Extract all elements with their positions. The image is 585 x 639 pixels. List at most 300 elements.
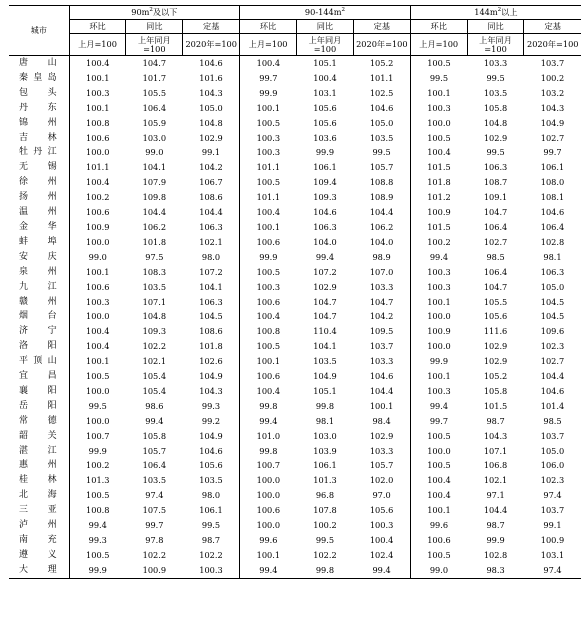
- index-value-cell: 104.7: [483, 281, 508, 292]
- index-value-cell: 100.0: [69, 384, 126, 399]
- city-name-cell: 韶关: [19, 430, 57, 441]
- city-name-cell: 金华: [19, 221, 57, 232]
- city-name-cell: 北海: [19, 490, 57, 501]
- index-value-cell: 105.6: [199, 460, 223, 471]
- index-value-cell: 99.5: [201, 520, 221, 531]
- index-value-cell: 104.9: [199, 430, 223, 441]
- index-value-cell: 104.7: [142, 58, 167, 68]
- index-value-cell: 99.5: [69, 399, 126, 414]
- index-value-cell: 108.6: [199, 192, 223, 203]
- index-base-header: 上月=100: [69, 34, 126, 56]
- index-value-cell: 100.4: [69, 324, 126, 339]
- index-value-cell: 100.4: [410, 473, 467, 488]
- table-row: [9, 339, 581, 354]
- index-value-cell: 100.1: [410, 295, 467, 310]
- index-value-cell: 105.8: [483, 102, 508, 113]
- index-value-cell: 106.1: [313, 162, 337, 173]
- index-value-cell: 99.9: [240, 86, 297, 101]
- index-value-cell: 98.0: [201, 251, 221, 262]
- index-value-cell: 107.0: [369, 266, 394, 277]
- index-value-cell: 109.8: [142, 192, 167, 203]
- index-value-cell: 104.5: [199, 311, 223, 322]
- index-value-cell: 100.2: [69, 458, 126, 473]
- index-type-header-row: [9, 20, 581, 34]
- index-value-cell: 98.0: [201, 490, 221, 501]
- index-value-cell: 104.7: [369, 296, 394, 307]
- city-name-cell: 包头: [19, 87, 57, 98]
- index-value-cell: 104.1: [313, 341, 337, 352]
- index-value-cell: 103.7: [540, 505, 565, 516]
- city-name-cell: 南充: [19, 535, 57, 545]
- index-value-cell: 100.6: [240, 235, 297, 250]
- index-value-cell: 106.2: [142, 221, 167, 232]
- index-value-cell: 100.6: [410, 533, 467, 548]
- index-value-cell: 104.8: [142, 311, 167, 322]
- index-value-cell: 100.4: [69, 56, 126, 71]
- index-value-cell: 104.1: [142, 162, 167, 173]
- index-value-cell: 102.1: [483, 475, 508, 486]
- index-value-cell: 106.7: [199, 177, 223, 188]
- index-value-cell: 98.1: [543, 251, 562, 262]
- index-value-cell: 108.3: [142, 266, 167, 277]
- index-value-cell: 108.1: [540, 192, 565, 203]
- index-value-cell: 102.1: [199, 236, 223, 247]
- index-value-cell: 100.5: [240, 175, 297, 190]
- index-value-cell: 98.7: [486, 415, 505, 426]
- index-base-header: 2020年=100: [524, 34, 581, 56]
- index-value-cell: 102.2: [313, 549, 337, 560]
- index-value-cell: 99.6: [240, 533, 297, 548]
- index-value-cell: 102.4: [369, 549, 394, 560]
- index-value-cell: 102.9: [313, 281, 337, 292]
- table-row: [9, 324, 581, 339]
- index-value-cell: 107.2: [199, 266, 223, 277]
- index-value-cell: 99.4: [240, 414, 297, 429]
- index-value-cell: 107.9: [142, 177, 167, 188]
- index-value-cell: 110.4: [313, 326, 337, 337]
- index-value-cell: 104.7: [313, 296, 337, 307]
- index-base-header: 上年同月 =100: [126, 34, 183, 56]
- index-value-cell: 104.7: [483, 207, 508, 218]
- index-value-cell: 105.6: [483, 311, 508, 322]
- index-value-cell: 104.6: [313, 207, 337, 218]
- index-value-cell: 106.3: [199, 221, 223, 232]
- table-row: [9, 518, 581, 533]
- index-value-cell: 105.8: [483, 385, 508, 396]
- index-value-cell: 105.6: [313, 102, 337, 113]
- index-value-cell: 106.4: [483, 266, 508, 277]
- index-value-cell: 101.1: [69, 160, 126, 175]
- index-value-cell: 105.5: [483, 296, 508, 307]
- index-value-cell: 102.9: [199, 132, 223, 143]
- index-value-cell: 99.3: [69, 533, 126, 548]
- index-value-cell: 100.3: [410, 384, 467, 399]
- table-row: [9, 86, 581, 101]
- index-value-cell: 101.8: [142, 236, 167, 247]
- index-value-cell: 100.4: [240, 384, 297, 399]
- index-value-cell: 101.5: [410, 160, 467, 175]
- index-value-cell: 101.6: [199, 72, 223, 83]
- table-row: [9, 533, 581, 548]
- index-type-header: 同比: [126, 20, 183, 34]
- index-value-cell: 104.8: [483, 117, 508, 128]
- index-value-cell: 103.9: [313, 445, 337, 456]
- index-value-cell: 104.9: [199, 371, 223, 382]
- index-value-cell: 104.7: [313, 311, 337, 322]
- index-value-cell: 99.7: [240, 71, 297, 86]
- index-value-cell: 109.3: [313, 192, 337, 203]
- index-value-cell: 102.9: [483, 356, 508, 367]
- index-base-header: 上年同月 =100: [467, 34, 524, 56]
- index-value-cell: 100.1: [69, 101, 126, 116]
- index-value-cell: 102.8: [540, 236, 565, 247]
- table-row: [9, 205, 581, 220]
- index-value-cell: 100.9: [69, 220, 126, 235]
- city-name-cell: 平顶山: [19, 356, 57, 367]
- index-value-cell: 107.5: [142, 505, 167, 516]
- index-value-cell: 100.5: [410, 56, 467, 71]
- index-value-cell: 109.5: [369, 326, 394, 337]
- city-name-cell: 襄阳: [19, 385, 57, 396]
- index-value-cell: 106.1: [313, 460, 337, 471]
- city-name-cell: 扬州: [19, 192, 57, 203]
- index-value-cell: 100.1: [410, 86, 467, 101]
- city-name-cell: 常德: [19, 415, 57, 426]
- index-value-cell: 99.8: [240, 444, 297, 459]
- index-value-cell: 99.8: [240, 399, 297, 414]
- index-value-cell: 100.1: [369, 400, 394, 411]
- index-value-cell: 100.0: [69, 309, 126, 324]
- index-value-cell: 99.1: [201, 147, 221, 158]
- index-value-cell: 101.8: [199, 341, 223, 352]
- index-value-cell: 100.1: [69, 265, 126, 280]
- table-row: [9, 414, 581, 429]
- index-value-cell: 100.5: [69, 369, 126, 384]
- index-value-cell: 105.8: [142, 430, 167, 441]
- index-value-cell: 106.3: [313, 221, 337, 232]
- index-value-cell: 100.3: [183, 563, 240, 578]
- index-value-cell: 99.4: [353, 563, 410, 578]
- table-row: [9, 429, 581, 444]
- index-value-cell: 99.5: [410, 71, 467, 86]
- index-type-header: 同比: [297, 20, 354, 34]
- index-value-cell: 100.5: [69, 548, 126, 563]
- index-value-cell: 100.1: [410, 369, 467, 384]
- index-value-cell: 102.9: [483, 132, 508, 143]
- index-value-cell: 100.5: [240, 339, 297, 354]
- index-value-cell: 102.6: [199, 356, 223, 367]
- index-value-cell: 100.0: [410, 309, 467, 324]
- index-value-cell: 100.3: [69, 295, 126, 310]
- index-value-cell: 98.1: [315, 415, 335, 426]
- index-value-cell: 100.1: [69, 354, 126, 369]
- index-value-cell: 100.0: [240, 518, 297, 533]
- city-name-cell: 温州: [19, 207, 57, 218]
- table-row: [9, 175, 581, 190]
- index-value-cell: 100.3: [410, 101, 467, 116]
- index-value-cell: 99.4: [69, 518, 126, 533]
- index-value-cell: 102.2: [142, 549, 167, 560]
- index-value-cell: 100.3: [369, 520, 394, 531]
- table-row: [9, 369, 581, 384]
- table-body: [9, 56, 581, 579]
- index-value-cell: 103.3: [483, 58, 508, 68]
- index-value-cell: 103.6: [313, 132, 337, 143]
- index-value-cell: 104.6: [540, 207, 565, 218]
- index-value-cell: 99.5: [486, 72, 505, 83]
- index-value-cell: 100.2: [540, 72, 565, 83]
- index-value-cell: 98.9: [372, 251, 391, 262]
- index-value-cell: 104.4: [199, 207, 223, 218]
- index-value-cell: 101.5: [410, 220, 467, 235]
- index-value-cell: 108.7: [483, 177, 508, 188]
- table-row: [9, 548, 581, 563]
- index-value-cell: 100.1: [410, 503, 467, 518]
- index-type-header: 定基: [353, 20, 410, 34]
- city-name-cell: 蚌埠: [19, 236, 57, 247]
- index-value-cell: 103.5: [483, 87, 508, 98]
- city-name-cell: 丹东: [19, 102, 57, 113]
- index-value-cell: 100.4: [313, 72, 337, 83]
- table-row: [9, 309, 581, 324]
- index-value-cell: 99.4: [315, 251, 335, 262]
- index-value-cell: 100.5: [410, 458, 467, 473]
- city-name-cell: 泸州: [19, 520, 57, 531]
- index-value-cell: 100.9: [540, 535, 565, 545]
- index-value-cell: 100.2: [313, 520, 337, 531]
- index-value-cell: 104.5: [540, 311, 565, 322]
- index-value-cell: 100.7: [69, 429, 126, 444]
- index-base-header: 2020年=100: [183, 34, 240, 56]
- index-value-cell: 100.4: [240, 309, 297, 324]
- table-row: [9, 473, 581, 488]
- city-name-cell: 岳阳: [19, 400, 57, 411]
- index-value-cell: 107.1: [142, 296, 167, 307]
- index-value-cell: 100.7: [240, 458, 297, 473]
- index-value-cell: 100.2: [69, 190, 126, 205]
- index-value-cell: 100.0: [410, 116, 467, 131]
- index-value-cell: 100.4: [369, 535, 394, 545]
- table-row: [9, 250, 581, 265]
- index-value-cell: 100.3: [240, 145, 297, 160]
- index-value-cell: 105.1: [313, 385, 337, 396]
- index-value-cell: 100.5: [240, 265, 297, 280]
- index-value-cell: 99.8: [297, 563, 354, 578]
- index-value-cell: 104.3: [199, 385, 223, 396]
- table-row: [9, 488, 581, 503]
- table-row: [9, 354, 581, 369]
- index-value-cell: 104.6: [199, 58, 223, 68]
- table-row: [9, 265, 581, 280]
- index-value-cell: 106.1: [540, 162, 565, 173]
- index-value-cell: 101.7: [142, 72, 167, 83]
- index-value-cell: 105.0: [540, 281, 565, 292]
- index-value-cell: 97.8: [145, 535, 164, 545]
- index-value-cell: 106.4: [483, 221, 508, 232]
- table-row: [9, 444, 581, 459]
- table-row: [9, 503, 581, 518]
- index-value-cell: 100.1: [240, 354, 297, 369]
- index-type-header: 定基: [183, 20, 240, 34]
- city-name-cell: 湛江: [19, 445, 57, 456]
- index-value-cell: 104.9: [313, 371, 337, 382]
- index-value-cell: 103.7: [540, 430, 565, 441]
- index-value-cell: 97.4: [524, 563, 581, 578]
- table-row: [9, 458, 581, 473]
- index-value-cell: 97.0: [372, 490, 391, 501]
- index-value-cell: 100.3: [240, 131, 297, 146]
- index-value-cell: 99.0: [69, 250, 126, 265]
- index-value-cell: 103.7: [369, 341, 394, 352]
- index-value-cell: 102.2: [142, 341, 167, 352]
- index-value-cell: 108.9: [369, 192, 394, 203]
- index-value-cell: 111.6: [483, 326, 508, 337]
- index-value-cell: 99.7: [145, 520, 164, 531]
- city-name-cell: 洛阳: [19, 341, 57, 352]
- index-value-cell: 104.4: [369, 385, 394, 396]
- index-value-cell: 97.4: [145, 490, 164, 501]
- index-value-cell: 99.9: [410, 354, 467, 369]
- index-value-cell: 103.1: [540, 549, 565, 560]
- table-row: [9, 71, 581, 86]
- index-value-cell: 103.5: [369, 132, 394, 143]
- index-type-header: 定基: [524, 20, 581, 34]
- index-value-cell: 105.4: [142, 371, 167, 382]
- index-value-cell: 100.6: [240, 503, 297, 518]
- index-value-cell: 106.2: [369, 221, 394, 232]
- index-value-cell: 98.3: [467, 563, 524, 578]
- index-value-cell: 105.1: [313, 58, 337, 68]
- index-value-cell: 100.3: [410, 280, 467, 295]
- index-value-cell: 100.1: [240, 548, 297, 563]
- index-value-cell: 98.6: [145, 400, 164, 411]
- index-value-cell: 106.4: [540, 221, 565, 232]
- index-value-cell: 102.5: [369, 87, 394, 98]
- index-value-cell: 100.0: [69, 145, 126, 160]
- index-value-cell: 99.6: [410, 518, 467, 533]
- group-header-medium: $90-144m^2$: [240, 6, 411, 20]
- index-value-cell: 109.3: [142, 326, 167, 337]
- index-value-cell: 99.4: [410, 399, 467, 414]
- city-name-cell: 惠州: [19, 460, 57, 471]
- index-value-cell: 100.4: [240, 56, 297, 71]
- index-value-cell: 104.1: [199, 281, 223, 292]
- index-value-cell: 101.3: [313, 475, 337, 486]
- city-name-cell: 唐山: [19, 58, 57, 68]
- index-type-header: 环比: [69, 20, 126, 34]
- index-value-cell: 101.3: [69, 473, 126, 488]
- group-header-small: $90m^2$及以下: [69, 6, 240, 20]
- index-value-cell: 104.3: [483, 430, 508, 441]
- index-value-cell: 100.8: [240, 324, 297, 339]
- index-value-cell: 100.6: [69, 131, 126, 146]
- index-value-cell: 103.3: [369, 356, 394, 367]
- index-value-cell: 98.7: [201, 535, 221, 545]
- index-value-cell: 109.1: [483, 192, 508, 203]
- table-row: [9, 384, 581, 399]
- city-name-cell: 秦皇岛: [19, 72, 57, 83]
- index-value-cell: 105.7: [369, 460, 394, 471]
- city-name-cell: 安庆: [19, 251, 57, 262]
- index-base-header: 上月=100: [240, 34, 297, 56]
- index-value-cell: 106.8: [483, 460, 508, 471]
- index-value-cell: 97.5: [145, 251, 164, 262]
- index-value-cell: 105.6: [369, 505, 394, 516]
- index-value-cell: 106.1: [199, 505, 223, 516]
- index-value-cell: 104.0: [369, 236, 394, 247]
- table-row: [9, 131, 581, 146]
- index-value-cell: 99.5: [486, 147, 505, 158]
- table-row: [9, 101, 581, 116]
- city-name-cell: 泉州: [19, 266, 57, 277]
- index-value-cell: 103.1: [313, 87, 337, 98]
- index-value-cell: 104.4: [483, 505, 508, 516]
- index-value-cell: 105.2: [483, 371, 508, 382]
- city-name-cell: 桂林: [19, 475, 57, 486]
- index-value-cell: 102.0: [369, 475, 394, 486]
- index-value-cell: 100.9: [410, 205, 467, 220]
- index-value-cell: 100.4: [410, 145, 467, 160]
- index-value-cell: 103.5: [199, 475, 223, 486]
- index-value-cell: 100.0: [240, 488, 297, 503]
- index-value-cell: 102.3: [540, 475, 565, 486]
- index-value-cell: 104.3: [199, 87, 223, 98]
- index-value-cell: 106.3: [199, 296, 223, 307]
- index-type-header: 环比: [410, 20, 467, 34]
- index-value-cell: 99.7: [410, 414, 467, 429]
- city-name-cell: 三亚: [19, 505, 57, 516]
- index-value-cell: 104.4: [540, 371, 565, 382]
- table-row: [9, 235, 581, 250]
- city-name-cell: 无锡: [19, 162, 57, 173]
- index-value-cell: 106.3: [483, 162, 508, 173]
- index-value-cell: 100.3: [69, 86, 126, 101]
- index-value-cell: 107.2: [313, 266, 337, 277]
- index-value-cell: 99.0: [410, 563, 467, 578]
- index-value-cell: 105.0: [199, 102, 223, 113]
- table-row: [9, 280, 581, 295]
- table-row: [9, 563, 581, 578]
- index-value-cell: 104.2: [369, 311, 394, 322]
- index-value-cell: 99.0: [145, 147, 164, 158]
- city-name-cell: 烟台: [19, 311, 57, 322]
- index-value-cell: 100.3: [410, 265, 467, 280]
- index-value-cell: 103.3: [369, 281, 394, 292]
- index-value-cell: 104.2: [199, 162, 223, 173]
- index-value-cell: 99.9: [315, 147, 335, 158]
- index-value-cell: 106.4: [142, 102, 167, 113]
- index-value-cell: 99.4: [145, 415, 164, 426]
- index-value-cell: 99.7: [543, 147, 562, 158]
- index-value-cell: 104.6: [540, 385, 565, 396]
- index-value-cell: 100.2: [410, 235, 467, 250]
- index-value-cell: 103.7: [540, 58, 565, 68]
- price-index-table-container: [9, 5, 581, 579]
- index-value-cell: 100.1: [240, 220, 297, 235]
- table-row: [9, 145, 581, 160]
- index-value-cell: 96.8: [315, 490, 335, 501]
- city-name-cell: 赣州: [19, 296, 57, 307]
- index-value-cell: 97.1: [486, 490, 505, 501]
- table-row: [9, 56, 581, 71]
- index-value-cell: 100.4: [240, 205, 297, 220]
- index-value-cell: 100.0: [69, 414, 126, 429]
- table-row: [9, 399, 581, 414]
- index-value-cell: 105.2: [369, 58, 394, 68]
- index-value-cell: 98.5: [543, 415, 562, 426]
- index-value-cell: 98.7: [486, 520, 505, 531]
- index-value-cell: 103.2: [540, 87, 565, 98]
